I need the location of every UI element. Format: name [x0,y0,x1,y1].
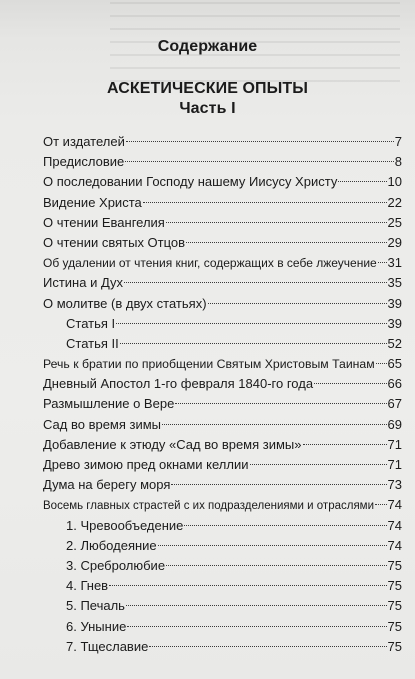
toc-entry-title: Статья I [66,315,116,331]
toc-entry-page: 71 [387,436,402,452]
toc-entry [43,213,402,233]
toc-entry-page: 75 [387,638,402,654]
toc-entry [43,516,402,536]
toc-entry [43,172,402,192]
toc-entry-title: Сад во время зимы [43,416,162,432]
toc-entry [43,536,402,556]
toc-entry-title: 1. Чревообъедение [66,517,184,533]
section-title: АСКЕТИЧЕСКИЕ ОПЫТЫ [106,80,309,97]
toc-entry-page: 22 [387,194,402,210]
toc-entry [43,415,402,435]
toc-entry-title: Об удалении от чтения книг, содержащих в себе лжеучение [43,256,377,271]
toc-entry-page: 75 [387,618,402,634]
dot-leader [109,585,386,586]
contents-heading: Содержание [157,38,258,55]
dot-leader [175,403,386,404]
toc-entry [43,294,402,314]
toc-entry-title: Статья II [66,335,119,351]
toc-entry-title: Добавление к этюду «Сад во время зимы» [43,436,302,452]
toc-entry [43,233,402,253]
dot-leader [158,545,387,546]
toc-entry-page: 73 [387,477,402,493]
table-of-contents [43,132,402,657]
toc-entry [43,273,402,293]
dot-leader [338,181,386,182]
dot-leader [376,363,387,364]
toc-entry-title: 5. Печаль [66,598,125,614]
toc-entry-page: 39 [387,315,402,331]
toc-entry-page: 52 [387,335,402,351]
toc-entry-title: Видение Христа [43,194,142,210]
toc-entry-page: 29 [387,234,402,250]
toc-entry-title: О чтении святых Отцов [43,234,186,250]
toc-entry [43,354,402,374]
toc-entry [43,152,402,172]
toc-entry-page: 74 [387,537,402,553]
toc-entry-page: 31 [387,255,402,271]
toc-entry [43,495,402,515]
toc-entry [43,617,402,637]
dot-leader [184,525,386,526]
toc-entry [43,253,402,273]
dot-leader [116,323,386,324]
dot-leader [125,161,394,162]
dot-leader [162,424,387,425]
toc-entry-page: 39 [387,295,402,311]
toc-entry-page: 71 [387,457,402,472]
toc-entry [43,132,402,152]
toc-entry-title: Предисловие [43,154,125,170]
part-title: Часть I [179,100,236,117]
dot-leader [120,343,387,344]
toc-entry-page: 66 [387,376,402,392]
toc-entry-page: 65 [387,356,402,372]
dot-leader [250,464,387,465]
dot-leader [166,222,387,223]
dot-leader [186,242,386,243]
toc-entry-title: 7. Тщеславие [66,638,149,654]
dot-leader [127,626,386,627]
toc-entry-page: 8 [394,154,402,170]
toc-entry [43,314,402,334]
toc-entry [43,475,402,495]
toc-entry-title: О последовании Господу нашему Иисусу Христу [43,174,338,190]
toc-entry-page: 35 [387,275,402,291]
toc-entry-page: 25 [387,214,402,230]
toc-entry-page: 7 [394,134,402,149]
dot-leader [375,504,387,505]
toc-entry [43,334,402,354]
dot-leader [208,303,387,304]
toc-entry-title: 4. Гнев [66,578,109,594]
toc-entry-title: Речь к братии по приобщении Святым Христовым Таинам [43,357,375,372]
toc-entry-title: О чтении Евангелия [43,214,165,230]
toc-entry-title: Восемь главных страстей с их подразделениями и отраслями [43,500,375,513]
dot-leader [171,484,386,485]
toc-entry-page: 74 [387,497,402,513]
dot-leader [149,646,386,647]
toc-entry-title: 6. Уныние [66,618,127,634]
toc-entry-page: 75 [387,598,402,614]
toc-entry-title: О молитве (в двух статьях) [43,295,207,311]
toc-entry-page: 75 [387,578,402,594]
toc-entry [43,435,402,455]
toc-entry-title: Дума на берегу моря [43,477,171,493]
toc-entry-title: От издателей [43,134,125,149]
toc-entry-title: Древо зимою пред окнами келлии [43,457,249,472]
toc-entry [43,637,402,657]
toc-entry-page: 10 [387,174,402,190]
dot-leader [378,262,387,263]
dot-leader [303,444,387,445]
toc-entry [43,374,402,394]
toc-entry [43,394,402,414]
toc-entry-page: 74 [387,517,402,533]
toc-entry-title: 3. Сребролюбие [66,557,166,573]
toc-entry [43,576,402,596]
toc-entry-title: 2. Любодеяние [66,537,157,553]
toc-entry-title: Истина и Дух [43,275,124,291]
dot-leader [126,605,387,606]
toc-entry [43,596,402,616]
toc-entry [43,455,402,475]
toc-entry-page: 69 [387,416,402,432]
toc-entry-page: 75 [387,557,402,573]
toc-entry-title: Размышление о Вере [43,396,175,412]
dot-leader [143,202,387,203]
toc-entry [43,556,402,576]
dot-leader [126,141,394,142]
dot-leader [314,383,386,384]
dot-leader [124,282,386,283]
toc-entry [43,193,402,213]
dot-leader [166,565,386,566]
toc-entry-page: 67 [387,396,402,412]
toc-entry-title: Дневный Апостол 1-го февраля 1840-го года [43,376,314,392]
